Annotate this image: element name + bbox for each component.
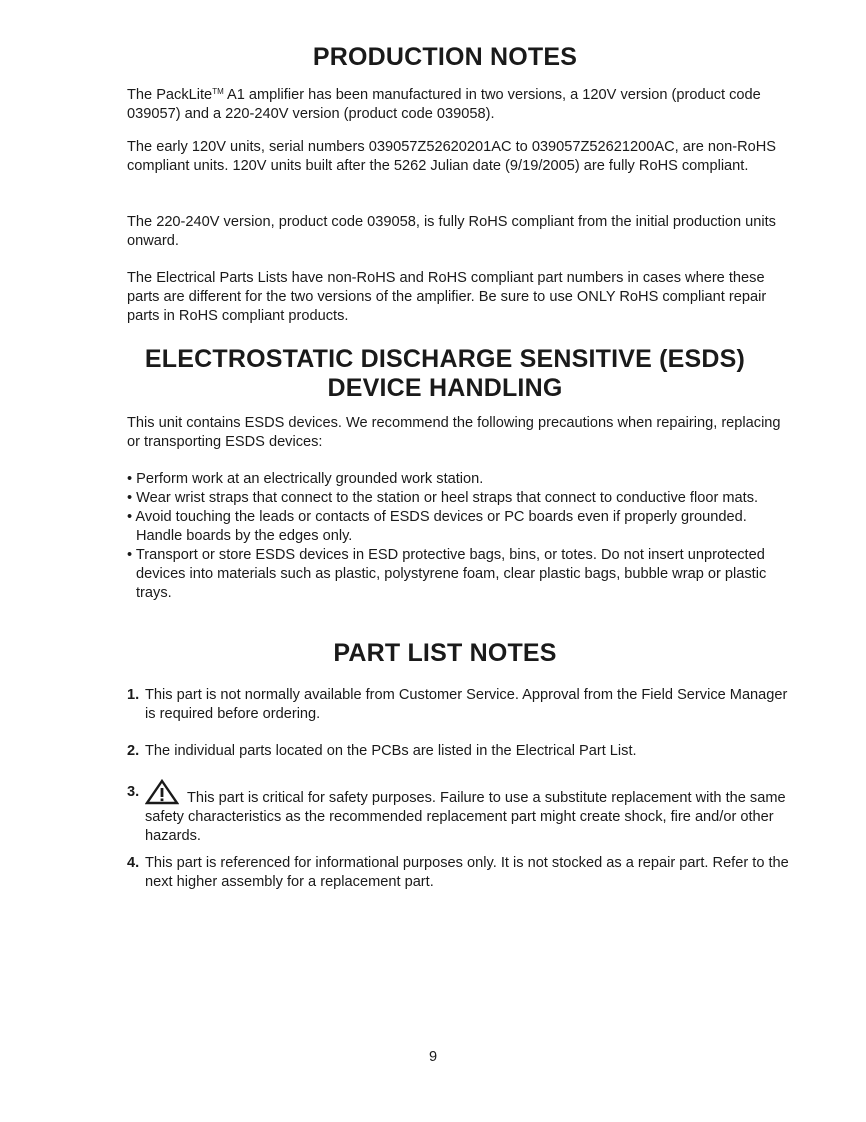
note-number: 3.	[127, 784, 140, 800]
esds-precautions-list	[127, 470, 787, 603]
trademark-mark: TM	[212, 87, 224, 96]
esds-heading-line2: DEVICE HANDLING	[327, 374, 563, 402]
production-paragraph-1	[127, 82, 787, 124]
note-number: 2.	[127, 743, 140, 759]
list-item: • Transport or store ESDS devices in ESD protective bags, bins, or totes. Do not insert unprotected devices into materials such as plastic, polystyrene foam, clear plastic bags, bubble wrap or plastic trays.	[127, 547, 767, 601]
esds-heading	[127, 345, 763, 403]
note-text: This part is referenced for informational purposes only. It is not stocked as a repair part. Refer to the next higher assembly for a replacement part.	[145, 855, 789, 890]
production-paragraph-2: The early 120V units, serial numbers 039057Z52620201AC to 039057Z52621200AC, are non-RoHS compliant units. 120V units built after the 5262 Julian date (9/19/2005) are fully RoHS compliant.	[127, 139, 777, 174]
part-note-1	[127, 686, 792, 724]
note-number: 1.	[127, 687, 140, 703]
production-paragraph-3: The 220-240V version, product code 039058, is fully RoHS compliant from the initial production units onward.	[127, 214, 776, 249]
note-text: The individual parts located on the PCBs are listed in the Electrical Part List.	[145, 743, 637, 759]
part-note-3	[127, 779, 792, 846]
warning-triangle-icon	[145, 779, 179, 805]
versions-text: A1 amplifier has been manufactured in two versions, a 120V version (product code 039057) and a 220-240V version (product code 039058).	[127, 87, 761, 122]
part-note-4	[127, 854, 792, 892]
list-item: • Avoid touching the leads or contacts of ESDS devices or PC boards even if properly grounded. Handle boards by the edges only.	[127, 509, 747, 544]
note-text: This part is not normally available from Customer Service. Approval from the Field Service Manager is required before ordering.	[145, 687, 788, 722]
note-text: This part is critical for safety purposes. Failure to use a substitute replacement with the same safety characteristics as the recommended replacement part might create shock, fire and/or other hazards.	[145, 790, 786, 844]
packlite-text: The PackLite	[127, 87, 213, 103]
note-number: 4.	[127, 855, 140, 871]
page-number: 9	[428, 1049, 438, 1065]
esds-intro: This unit contains ESDS devices. We recommend the following precautions when repairing, replacing or transporting ESDS devices:	[127, 415, 781, 450]
production-notes-heading: PRODUCTION NOTES	[312, 43, 578, 71]
list-item: • Perform work at an electrically grounded work station.	[127, 471, 484, 487]
part-list-notes-heading: PART LIST NOTES	[333, 639, 557, 667]
list-item: • Wear wrist straps that connect to the station or heel straps that connect to conductive floor mats.	[127, 490, 759, 506]
part-note-2	[127, 742, 792, 761]
production-paragraph-4: The Electrical Parts Lists have non-RoHS and RoHS compliant part numbers in cases where these parts are different for the two versions of the amplifier. Be sure to use ONLY RoHS compliant repair parts in RoHS compliant products.	[127, 270, 767, 324]
esds-heading-line1: ELECTROSTATIC DISCHARGE SENSITIVE (ESDS)	[144, 345, 746, 373]
